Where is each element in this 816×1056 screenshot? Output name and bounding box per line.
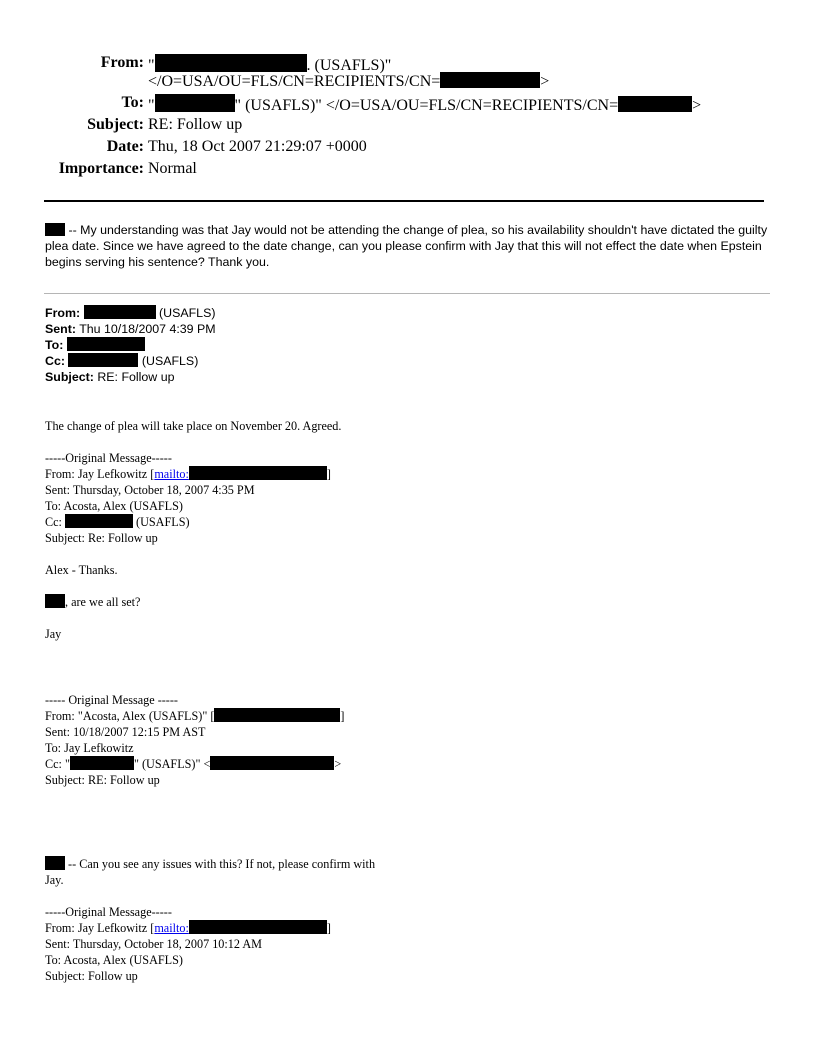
original-from-row — [45, 708, 344, 724]
original-message-2 — [45, 692, 344, 788]
header-to-text: " (USAFLS)" </O=USA/OU=FLS/CN=RECIPIENTS/CN= — [234, 97, 619, 114]
header-to-end: > — [692, 97, 702, 114]
header-from-address-text: </O=USA/OU=FLS/CN=RECIPIENTS/CN= — [148, 73, 441, 90]
original-body-text: -- Can you see any issues with this? If not, please confirm with — [65, 857, 376, 871]
original-body-text: , are we all set? — [65, 595, 141, 609]
original-subject-row: Subject: RE: Follow up — [45, 773, 160, 787]
original-from-end: ] — [340, 709, 345, 723]
forwarded-to-label: To: — [45, 338, 64, 352]
forwarded-subject-label: Subject: — [45, 370, 94, 384]
original-cc-row — [45, 756, 344, 772]
forwarded-subject-value: RE: Follow up — [97, 370, 175, 384]
redaction-box — [440, 72, 540, 88]
redaction-box — [214, 708, 340, 722]
original-to-row: To: Acosta, Alex (USAFLS) — [45, 499, 183, 513]
forwarded-from-row — [45, 305, 216, 321]
forward-divider — [44, 293, 770, 294]
redaction-box — [189, 920, 327, 934]
original-from-text: From: "Acosta, Alex (USAFLS)" [ — [45, 709, 215, 723]
mailto-link[interactable]: mailto: — [154, 467, 189, 481]
original-from-text: From: Jay Lefkowitz [ — [45, 467, 155, 481]
header-date-label: Date: — [106, 138, 144, 155]
original-from-row — [45, 466, 331, 482]
original-sent-row: Sent: Thursday, October 18, 2007 4:35 PM — [45, 483, 255, 497]
header-from-address-end: > — [540, 73, 550, 90]
redaction-box — [189, 466, 327, 480]
header-divider — [44, 200, 764, 202]
original-subject-row: Subject: Re: Follow up — [45, 531, 158, 545]
header-from-address — [148, 72, 549, 91]
header-to-value: " " (USAFLS)" </O=USA/OU=FLS/CN=RECIPIENTS/CN= > — [148, 94, 701, 115]
original-2-body — [45, 856, 375, 888]
original-to-row: To: Jay Lefkowitz — [45, 741, 134, 755]
forwarded-sent-label: Sent: — [45, 322, 76, 336]
original-cc-end: > — [334, 757, 342, 771]
original-cc-value: (USAFLS) — [132, 515, 190, 529]
original-body-line — [45, 594, 331, 610]
header-from-text: . (USAFLS)" — [306, 57, 392, 74]
reply-body: The change of plea will take place on November 20. Agreed. — [45, 419, 342, 433]
header-date-value: Thu, 18 Oct 2007 21:29:07 +0000 — [148, 138, 367, 155]
redaction-box — [84, 305, 156, 319]
header-importance-value: Normal — [148, 160, 197, 177]
original-subject-row: Subject: Follow up — [45, 969, 138, 983]
original-cc-row — [45, 514, 331, 530]
header-to-label: To: — [121, 94, 144, 111]
redaction-box — [210, 756, 334, 770]
redaction-box — [155, 54, 307, 72]
original-body-line: Alex - Thanks. — [45, 563, 118, 577]
forwarded-from-value: (USAFLS) — [155, 306, 216, 320]
original-signoff: Jay — [45, 627, 62, 641]
forwarded-header — [45, 305, 216, 385]
header-importance-label: Importance: — [58, 160, 144, 177]
original-divider: ----- Original Message ----- — [45, 693, 178, 707]
forwarded-sent-value: Thu 10/18/2007 4:39 PM — [79, 322, 216, 336]
message-body — [45, 222, 775, 270]
redaction-box — [45, 223, 65, 236]
original-body-line: Jay. — [45, 873, 64, 887]
forwarded-from-label: From: — [45, 306, 81, 320]
forwarded-subject-row — [45, 369, 216, 385]
original-cc-value: " (USAFLS)" < — [133, 757, 211, 771]
message-body-text: -- My understanding was that Jay would not be attending the change of plea, so his availability shouldn't have dictated the guilty plea date. Since we have agreed to the date change, can you please confirm with Jay that this will not effect the date when Epstein begins serving his sentence? Thank you. — [45, 223, 768, 269]
original-from-text: From: Jay Lefkowitz [ — [45, 921, 155, 935]
redaction-box — [45, 594, 65, 608]
redaction-box — [70, 756, 134, 770]
original-divider: -----Original Message----- — [45, 905, 172, 919]
original-from-end: ] — [326, 467, 331, 481]
forwarded-cc-row — [45, 353, 216, 369]
forwarded-to-row — [45, 337, 216, 353]
original-sent-row: Sent: 10/18/2007 12:15 PM AST — [45, 725, 206, 739]
original-sent-row: Sent: Thursday, October 18, 2007 10:12 AM — [45, 937, 262, 951]
forwarded-sent-row — [45, 321, 216, 337]
redaction-box — [155, 94, 235, 112]
mailto-link[interactable]: mailto: — [154, 921, 189, 935]
header-subject-label: Subject: — [87, 116, 144, 133]
original-cc-label: Cc: " — [45, 757, 70, 771]
header-subject-value: RE: Follow up — [148, 116, 243, 133]
original-to-row: To: Acosta, Alex (USAFLS) — [45, 953, 183, 967]
original-divider: -----Original Message----- — [45, 451, 172, 465]
original-from-row — [45, 920, 331, 936]
original-message-3 — [45, 904, 331, 984]
header-from-label: From: — [100, 54, 144, 71]
redaction-box — [68, 353, 138, 367]
redaction-box — [65, 514, 133, 528]
redaction-box — [67, 337, 145, 351]
forwarded-cc-value: (USAFLS) — [138, 354, 199, 368]
forwarded-cc-label: Cc: — [45, 354, 65, 368]
redaction-box — [618, 96, 692, 112]
original-from-end: ] — [326, 921, 331, 935]
original-body-line — [45, 856, 375, 872]
original-message-1 — [45, 450, 331, 642]
original-cc-label: Cc: — [45, 515, 65, 529]
header-from-value: " . (USAFLS)" — [148, 54, 391, 75]
redaction-box — [45, 856, 65, 870]
